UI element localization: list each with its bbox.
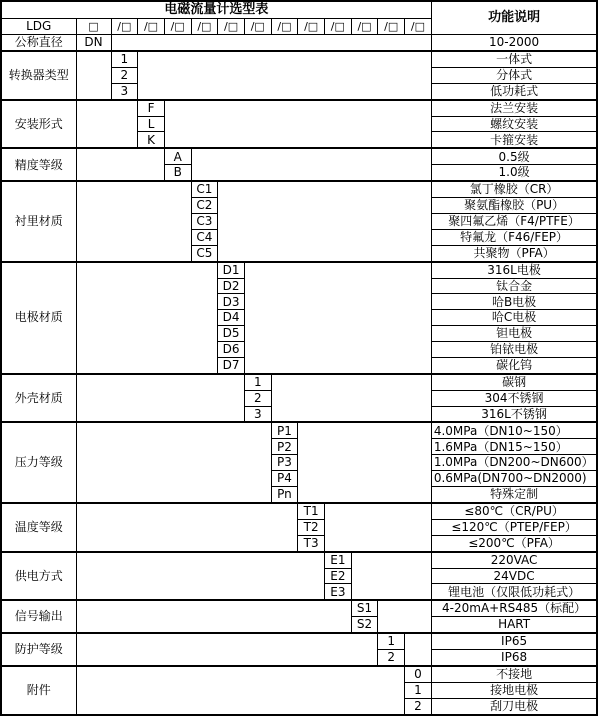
desc-cell: 24VDC bbox=[431, 568, 597, 584]
model-slot: /□ bbox=[325, 19, 352, 35]
code-cell: DN bbox=[76, 35, 111, 51]
code-cell: S1 bbox=[351, 600, 378, 616]
desc-cell: 不接地 bbox=[431, 666, 597, 682]
desc-cell: 聚氨酯橡胶（PU） bbox=[431, 198, 597, 214]
group-row bbox=[1, 666, 597, 682]
spacer-cell bbox=[76, 422, 271, 502]
spacer-cell bbox=[111, 35, 431, 51]
desc-cell: 1.6MPa（DN15~150） bbox=[431, 439, 597, 455]
group-label: 防护等级 bbox=[1, 633, 76, 666]
code-cell: F bbox=[138, 100, 165, 116]
desc-cell: 氯丁橡胶（CR） bbox=[431, 181, 597, 197]
model-slot: /□ bbox=[378, 19, 405, 35]
code-cell: Pn bbox=[271, 486, 298, 502]
desc-cell: 刮刀电极 bbox=[431, 698, 597, 715]
model-slot: /□ bbox=[405, 19, 432, 35]
code-cell: 1 bbox=[244, 374, 271, 390]
desc-cell: 钽电极 bbox=[431, 326, 597, 342]
code-cell: D3 bbox=[218, 294, 245, 310]
code-cell: 1 bbox=[111, 51, 138, 67]
desc-cell: IP68 bbox=[431, 650, 597, 666]
model-slot: /□ bbox=[191, 19, 218, 35]
group-label: 安装形式 bbox=[1, 100, 76, 149]
group-row bbox=[1, 633, 597, 649]
spacer-cell bbox=[138, 51, 432, 100]
desc-cell: 0.5级 bbox=[431, 148, 597, 164]
code-cell: C2 bbox=[191, 198, 218, 214]
code-cell: C3 bbox=[191, 214, 218, 230]
desc-cell: 哈B电极 bbox=[431, 294, 597, 310]
group-row bbox=[1, 262, 597, 278]
desc-cell: 碳钢 bbox=[431, 374, 597, 390]
code-cell: E3 bbox=[325, 584, 352, 600]
code-cell: 3 bbox=[111, 83, 138, 99]
desc-cell: 分体式 bbox=[431, 67, 597, 83]
code-cell: 2 bbox=[378, 650, 405, 666]
group-label: 电极材质 bbox=[1, 262, 76, 374]
desc-cell: 接地电极 bbox=[431, 683, 597, 699]
model-box: □ bbox=[76, 19, 111, 35]
code-cell: C4 bbox=[191, 229, 218, 245]
spacer-cell bbox=[191, 148, 431, 181]
group-row bbox=[1, 503, 597, 519]
group-row bbox=[1, 181, 597, 197]
spacer-cell bbox=[244, 262, 431, 374]
group-row bbox=[1, 374, 597, 390]
model-slot: /□ bbox=[351, 19, 378, 35]
group-row bbox=[1, 148, 597, 164]
group-label: 外壳材质 bbox=[1, 374, 76, 423]
code-cell: 3 bbox=[244, 406, 271, 422]
code-cell: K bbox=[138, 132, 165, 148]
code-cell: 2 bbox=[244, 390, 271, 406]
group-row bbox=[1, 600, 597, 616]
spacer-cell bbox=[325, 503, 432, 552]
spacer-cell bbox=[76, 51, 111, 100]
desc-cell: 316L电极 bbox=[431, 262, 597, 278]
desc-cell: 特殊定制 bbox=[431, 486, 597, 502]
code-cell: D5 bbox=[218, 326, 245, 342]
model-slot: /□ bbox=[298, 19, 325, 35]
model-slot: /□ bbox=[271, 19, 298, 35]
spacer-cell bbox=[218, 181, 432, 261]
spacer-cell bbox=[351, 552, 431, 601]
code-cell: T3 bbox=[298, 535, 325, 551]
spacer-cell bbox=[76, 100, 138, 149]
code-cell: 2 bbox=[405, 698, 432, 715]
model-prefix: LDG bbox=[1, 19, 76, 35]
code-cell: 1 bbox=[378, 633, 405, 649]
code-cell: 0 bbox=[405, 666, 432, 682]
model-slot: /□ bbox=[164, 19, 191, 35]
group-label: 精度等级 bbox=[1, 148, 76, 181]
desc-cell: HART bbox=[431, 617, 597, 633]
desc-cell: 316L不锈钢 bbox=[431, 406, 597, 422]
code-cell: D2 bbox=[218, 278, 245, 294]
code-cell: T2 bbox=[298, 519, 325, 535]
desc-cell: 螺纹安装 bbox=[431, 116, 597, 132]
diameter-row bbox=[1, 35, 597, 51]
desc-cell: ≤80℃（CR/PU） bbox=[431, 503, 597, 519]
group-label: 压力等级 bbox=[1, 422, 76, 502]
code-cell: 1 bbox=[405, 683, 432, 699]
desc-cell: 共聚物（PFA） bbox=[431, 245, 597, 261]
desc-cell: 锂电池（仅限低功耗式） bbox=[431, 584, 597, 600]
spacer-cell bbox=[76, 503, 298, 552]
desc-cell: 4-20mA+RS485（标配） bbox=[431, 600, 597, 616]
code-cell: C1 bbox=[191, 181, 218, 197]
desc-cell: 特氟龙（F46/FEP） bbox=[431, 229, 597, 245]
desc-cell: 铂铱电极 bbox=[431, 341, 597, 357]
desc-cell: 1.0级 bbox=[431, 165, 597, 181]
code-cell: L bbox=[138, 116, 165, 132]
spacer-cell bbox=[271, 374, 431, 423]
group-label: 转换器类型 bbox=[1, 51, 76, 100]
desc-cell: 低功耗式 bbox=[431, 83, 597, 99]
spacer-cell bbox=[378, 600, 431, 633]
code-cell: E1 bbox=[325, 552, 352, 568]
group-row bbox=[1, 422, 597, 438]
group-label: 附件 bbox=[1, 666, 76, 715]
spacer-cell bbox=[76, 633, 378, 666]
spacer-cell bbox=[76, 374, 244, 423]
desc-cell: IP65 bbox=[431, 633, 597, 649]
desc-cell: 卡箍安装 bbox=[431, 132, 597, 148]
group-row bbox=[1, 100, 597, 116]
function-column-header: 功能说明 bbox=[431, 1, 597, 35]
spacer-cell bbox=[76, 262, 218, 374]
code-cell: D6 bbox=[218, 341, 245, 357]
code-cell: 2 bbox=[111, 67, 138, 83]
desc-cell: ≤120℃（PTEP/FEP） bbox=[431, 519, 597, 535]
spacer-cell bbox=[76, 600, 351, 633]
desc-cell: 聚四氟乙烯（F4/PTFE） bbox=[431, 214, 597, 230]
code-cell: T1 bbox=[298, 503, 325, 519]
spacer-cell bbox=[76, 181, 191, 261]
code-cell: E2 bbox=[325, 568, 352, 584]
desc-cell: 304不锈钢 bbox=[431, 390, 597, 406]
desc-cell: 4.0MPa（DN10~150） bbox=[431, 422, 597, 438]
code-cell: A bbox=[164, 148, 191, 164]
spacer-cell bbox=[405, 633, 432, 666]
spacer-cell bbox=[164, 100, 431, 149]
desc-cell: 220VAC bbox=[431, 552, 597, 568]
group-label: 衬里材质 bbox=[1, 181, 76, 261]
desc-cell: 10-2000 bbox=[431, 35, 597, 51]
code-cell: P4 bbox=[271, 471, 298, 487]
desc-cell: 0.6MPa(DN700~DN2000) bbox=[431, 471, 597, 487]
spacer-cell bbox=[298, 422, 432, 502]
code-cell: P2 bbox=[271, 439, 298, 455]
group-label: 温度等级 bbox=[1, 503, 76, 552]
group-row bbox=[1, 552, 597, 568]
code-cell: D4 bbox=[218, 310, 245, 326]
code-cell: S2 bbox=[351, 617, 378, 633]
code-cell: D1 bbox=[218, 262, 245, 278]
title-row bbox=[1, 1, 597, 19]
model-slot: /□ bbox=[138, 19, 165, 35]
code-cell: P1 bbox=[271, 422, 298, 438]
desc-cell: ≤200℃（PFA） bbox=[431, 535, 597, 551]
model-slot: /□ bbox=[111, 19, 138, 35]
model-slot: /□ bbox=[218, 19, 245, 35]
spacer-cell bbox=[76, 666, 405, 715]
spacer-cell bbox=[76, 148, 164, 181]
desc-cell: 一体式 bbox=[431, 51, 597, 67]
desc-cell: 钛合金 bbox=[431, 278, 597, 294]
desc-cell: 碳化钨 bbox=[431, 357, 597, 373]
code-cell: C5 bbox=[191, 245, 218, 261]
code-cell: D7 bbox=[218, 357, 245, 373]
model-slot: /□ bbox=[244, 19, 271, 35]
group-label: 供电方式 bbox=[1, 552, 76, 601]
table-title: 电磁流量计选型表 bbox=[1, 1, 431, 19]
code-cell: B bbox=[164, 165, 191, 181]
desc-cell: 法兰安装 bbox=[431, 100, 597, 116]
desc-cell: 哈C电极 bbox=[431, 310, 597, 326]
desc-cell: 1.0MPa（DN200~DN600） bbox=[431, 455, 597, 471]
group-label: 公称直径 bbox=[1, 35, 76, 51]
group-row bbox=[1, 51, 597, 67]
group-label: 信号输出 bbox=[1, 600, 76, 633]
spacer-cell bbox=[76, 552, 325, 601]
code-cell: P3 bbox=[271, 455, 298, 471]
